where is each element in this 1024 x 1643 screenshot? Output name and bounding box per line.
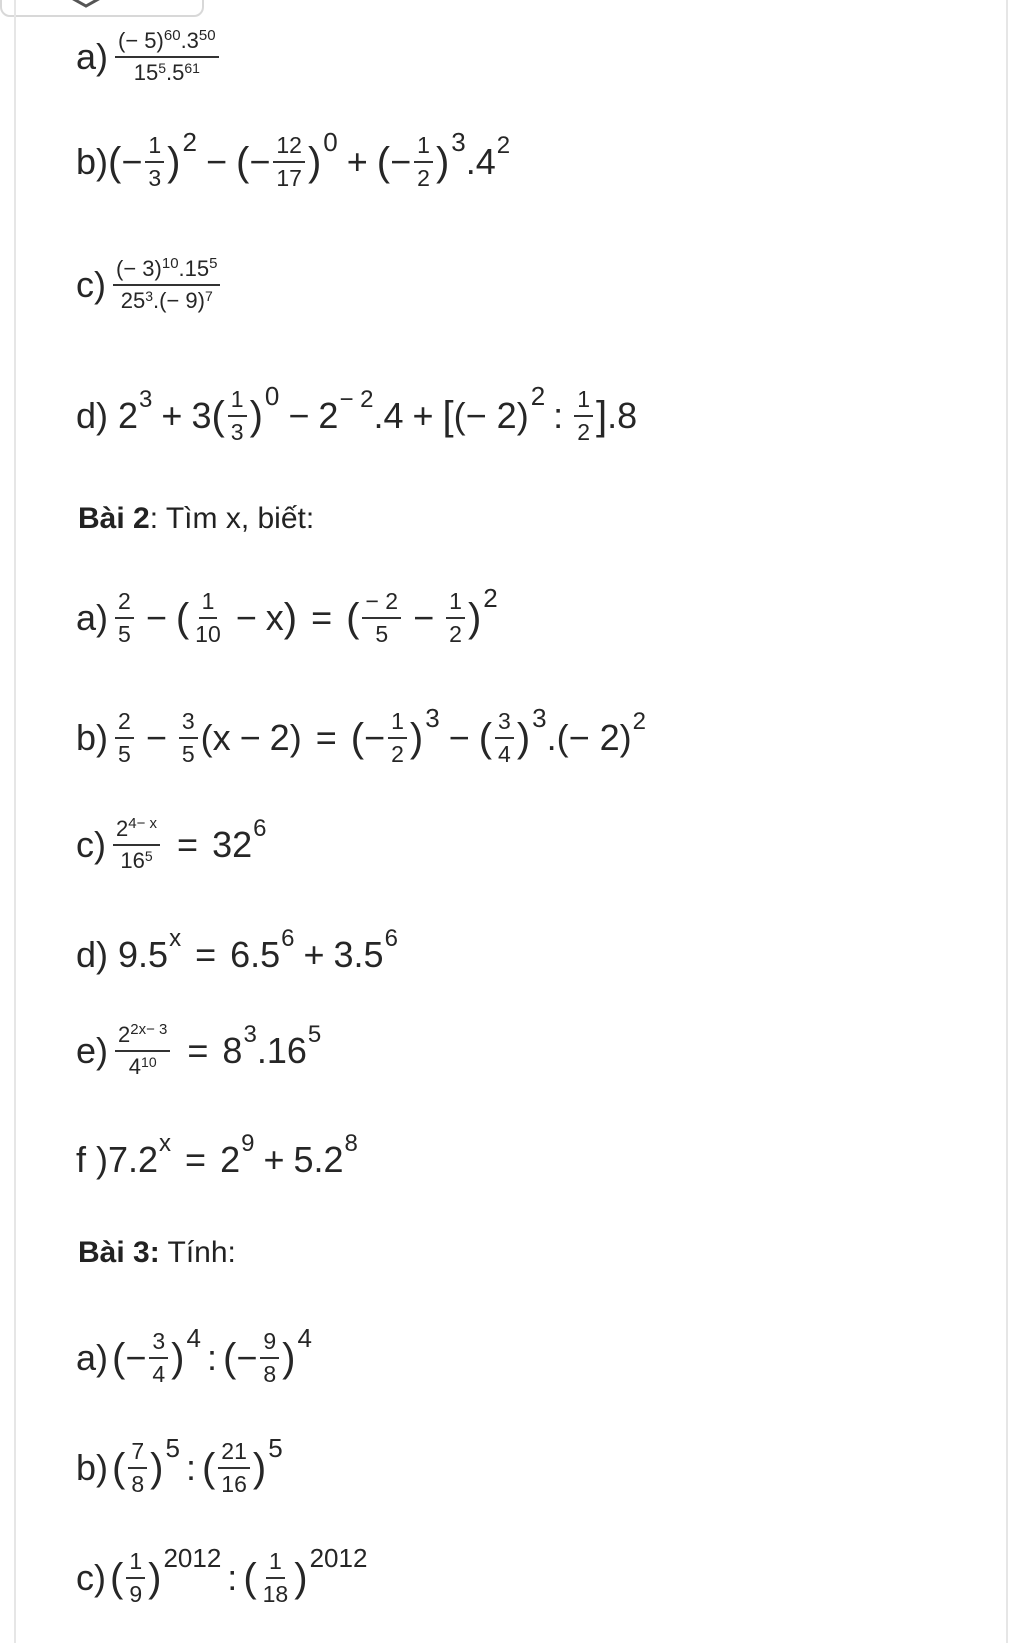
item-label: f ) (76, 1139, 108, 1180)
exercise-1b: b) ( − $\frac{1}{3}$ ) 2 − ( − $\frac{12}{17}$ ) 0 + ( − $\frac{1}{2}$ ) 3 .4 2 (76, 127, 511, 191)
section-2-heading (78, 502, 314, 536)
exercise-1a (76, 27, 222, 85)
item-label: b) (76, 717, 109, 758)
fraction: $\frac{2^{2x- 3}}{4^{10}}$ (115, 1024, 170, 1078)
fraction: $\frac{(- 3)^{10}.15^5}{25^3.(- 9)^7}$ (113, 258, 220, 312)
section-description: Tính: (159, 1236, 236, 1269)
content-border-left (14, 0, 16, 1643)
exercise-3c: c) ( $\frac{1}{9}$ ) 2012 : ( $\frac{1}{18}$ ) 2012 (76, 1543, 368, 1607)
exercise-1c (76, 255, 223, 313)
fraction: $\frac{(- 5)^{60}.3^{50}}{15^5.5^{61}}$ (115, 30, 219, 84)
item-label: b) (76, 1447, 109, 1488)
item-label: a) (76, 597, 109, 638)
exercise-2e: e) $\frac{2^{2x- 3}}{4^{10}}$ = 8 3 .16 5 (76, 1021, 322, 1079)
item-label: a) (76, 1337, 109, 1378)
exercise-3a: a) ( − $\frac{3}{4}$ ) 4 : ( − $\frac{9}{8}$ ) 4 (76, 1323, 312, 1387)
item-label: b) (76, 141, 109, 182)
content-border-right (1006, 0, 1008, 1643)
exercise-1d: d) 2 3 + 3 ( $\frac{1}{3}$ ) 0 − 2 − 2 .4 + [ (− 2) 2 : $\frac{1}{2}$ ] .8 (76, 381, 638, 445)
item-label: c) (76, 824, 106, 865)
item-label: c) (76, 1557, 106, 1598)
item-label: d) (76, 395, 109, 436)
item-label: c) (76, 264, 106, 305)
exercise-2d: d) 9.5 x = 6.5 6 + 3.5 6 (76, 925, 398, 975)
section-title: Bài 2 (78, 502, 150, 535)
exercise-2f: f ) 7.2 x = 2 9 + 5.2 8 (76, 1130, 358, 1180)
section-description: : Tìm x, biết: (149, 502, 315, 535)
chevron-down-icon[interactable] (64, 0, 108, 10)
item-label: d) (76, 934, 109, 975)
item-label: e) (76, 1030, 109, 1071)
exercise-2b: b) $\frac{2}{5}$ − $\frac{3}{5}$ (x − 2) = ( − $\frac{1}{2}$ ) 3 − ( $\frac{3}{4}$ ) 3 .(− 2) 2 (76, 703, 647, 767)
top-bar (0, 0, 1024, 14)
section-3-heading (78, 1236, 236, 1270)
fraction: $\frac{2^{4- x}}{16^5}$ (113, 818, 160, 872)
exercise-3b: b) ( $\frac{7}{8}$ ) 5 : ( $\frac{21}{16}$ ) 5 (76, 1433, 283, 1497)
item-label: a) (76, 36, 109, 77)
exercise-2a: a) $\frac{2}{5}$ − ( $\frac{1}{10}$ − x ) = ( $\frac{- 2}{5}$ − $\frac{1}{2}$ ) 2 (76, 583, 498, 647)
section-title: Bài 3: (78, 1236, 160, 1269)
exercise-2c: c) $\frac{2^{4- x}}{16^5}$ = 32 6 (76, 815, 267, 873)
